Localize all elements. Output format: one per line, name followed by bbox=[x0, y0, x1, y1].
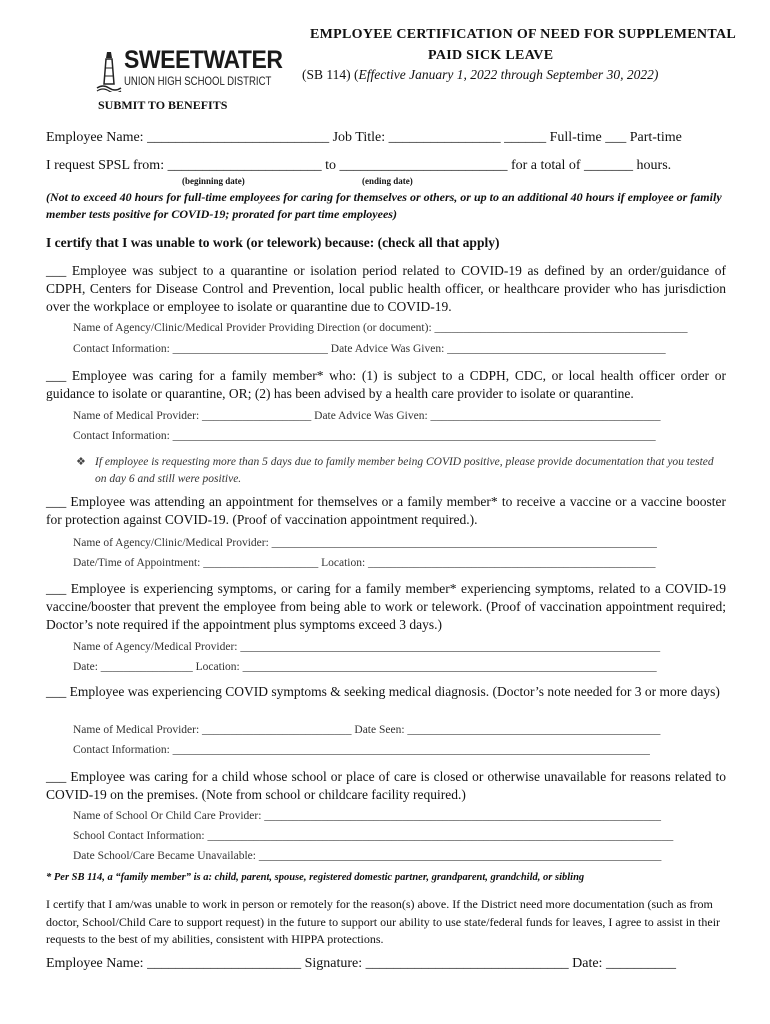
form-title-line1: EMPLOYEE CERTIFICATION OF NEED FOR SUPPLEMENTAL bbox=[310, 27, 736, 42]
vaccine-appointment-field[interactable]: Date/Time of Appointment: ____________________ Location: __________________________________________________ bbox=[73, 557, 656, 569]
symptoms-agency-field[interactable]: Name of Agency/Medical Provider: _________________________________________________________________________ bbox=[73, 641, 661, 653]
hours-limit-note: (Not to exceed 40 hours for full-time employees for caring for themselves or others, or up to an additional 40 hours if employee or family member tests positive for COVID-19; prorated for part time employees) bbox=[46, 190, 722, 221]
certify-heading: I certify that I was unable to work (or telework) because: (check all that apply) bbox=[46, 235, 500, 250]
family-member-definition: * Per SB 114, a “family member” is a: child, parent, spouse, registered domestic partner, grandparent, grandchild, or sibling bbox=[46, 872, 585, 883]
school-date-field[interactable]: Date School/Care Became Unavailable: ______________________________________________________________________ bbox=[73, 850, 662, 862]
symptoms-date-location-field[interactable]: Date: ________________ Location: ________________________________________________________________________ bbox=[73, 661, 657, 673]
certification-statement: I certify that I am/was unable to work in person or remotely for the reason(s) above. If the District need more documentation (such as from doctor, School/Child Care to support request) in the future to support our ability to use state/federal funds for leaves, I agree to assist in their requests to the best of my abilities, consistent with HIPPA protections. bbox=[46, 897, 721, 946]
logo-subtitle: UNION HIGH SCHOOL DISTRICT bbox=[124, 74, 272, 88]
subtitle-effective-dates: Effective January 1, 2022 through September 30, 2022) bbox=[358, 67, 659, 82]
submit-to-label: SUBMIT TO BENEFITS bbox=[98, 98, 228, 112]
lighthouse-icon bbox=[96, 48, 122, 92]
covid-positive-note: If employee is requesting more than 5 days due to family member being COVID positive, please provide documentation that you tested on day 6 and still were positive. bbox=[95, 456, 714, 485]
form-title-line2: PAID SICK LEAVE bbox=[428, 48, 554, 63]
family-contact-field[interactable]: Contact Information: ____________________________________________________________________________________ bbox=[73, 430, 656, 442]
reason-covid-diagnosis[interactable]: ___ Employee was experiencing COVID symptoms & seeking medical diagnosis. (Doctor’s note needed for 3 or more days) bbox=[46, 684, 720, 699]
spsl-request-row[interactable]: I request SPSL from: ______________________ to ________________________ for a total of _______ hours. bbox=[46, 158, 672, 173]
beginning-date-label: (beginning date) bbox=[182, 176, 245, 186]
reason-school-closure[interactable]: ___ Employee was caring for a child whose school or place of care is closed or otherwise unavailable for reasons related to COVID-19 on the premises. (Note from school or childcare facility required.) bbox=[46, 769, 726, 802]
reason-family-care[interactable]: ___ Employee was caring for a family member* who: (1) is subject to a CDPH, CDC, or local health officer order or guidance to isolate or quarantine, OR; (2) has been advised by a health care provider to isolate or quarantine. bbox=[46, 368, 726, 401]
family-provider-field[interactable]: Name of Medical Provider: ___________________ Date Advice Was Given: ________________________________________ bbox=[73, 410, 661, 422]
diagnosis-provider-field[interactable]: Name of Medical Provider: __________________________ Date Seen: ____________________________________________ bbox=[73, 724, 661, 736]
reason-vaccine-appointment[interactable]: ___ Employee was attending an appointment for themselves or a family member* to receive a vaccine or a vaccine booster for protection against COVID-19. (Proof of vaccination appointment required.). bbox=[46, 494, 726, 527]
district-logo bbox=[96, 44, 283, 96]
quarantine-agency-field[interactable]: Name of Agency/Clinic/Medical Provider Providing Direction (or document): ____________________________________________ bbox=[73, 322, 688, 334]
employee-info-row[interactable]: Employee Name: __________________________ Job Title: ________________ ______ Full-time ___ Part-time bbox=[46, 130, 682, 145]
reason-quarantine[interactable]: ___ Employee was subject to a quarantine or isolation period related to COVID-19 as defined by an order/guidance of CDPH, Centers for Disease Control and Prevention, local public health officer, or healthcare provider who has jurisdiction over the workplace or employee to isolate or quarantine due to COVID-19. bbox=[46, 263, 726, 314]
school-provider-field[interactable]: Name of School Or Child Care Provider: _____________________________________________________________________ bbox=[73, 810, 662, 822]
diagnosis-contact-field[interactable]: Contact Information: ___________________________________________________________________________________ bbox=[73, 744, 650, 756]
ending-date-label: (ending date) bbox=[362, 176, 413, 186]
subtitle-prefix: (SB 114) ( bbox=[302, 67, 359, 82]
diamond-bullet-icon: ❖ bbox=[76, 456, 86, 468]
vaccine-agency-field[interactable]: Name of Agency/Clinic/Medical Provider: ___________________________________________________________________ bbox=[73, 537, 657, 549]
quarantine-contact-field[interactable]: Contact Information: ___________________________ Date Advice Was Given: ______________________________________ bbox=[73, 343, 666, 355]
reason-vaccine-symptoms[interactable]: ___ Employee is experiencing symptoms, or caring for a family member* experiencing symptoms, related to a COVID-19 vaccine/booster that prevent the employee from being able to work or telework. (Proof of vaccination appointment required; Doctor’s note required if the appointment plus symptoms exceed 3 days.) bbox=[46, 581, 726, 632]
signature-row[interactable]: Employee Name: ______________________ Signature: _____________________________ Date: __________ bbox=[46, 956, 676, 971]
logo-wordmark: SWEETWATER bbox=[124, 46, 283, 74]
form-subtitle bbox=[302, 67, 658, 83]
school-contact-field[interactable]: School Contact Information: _________________________________________________________________________________ bbox=[73, 830, 674, 842]
